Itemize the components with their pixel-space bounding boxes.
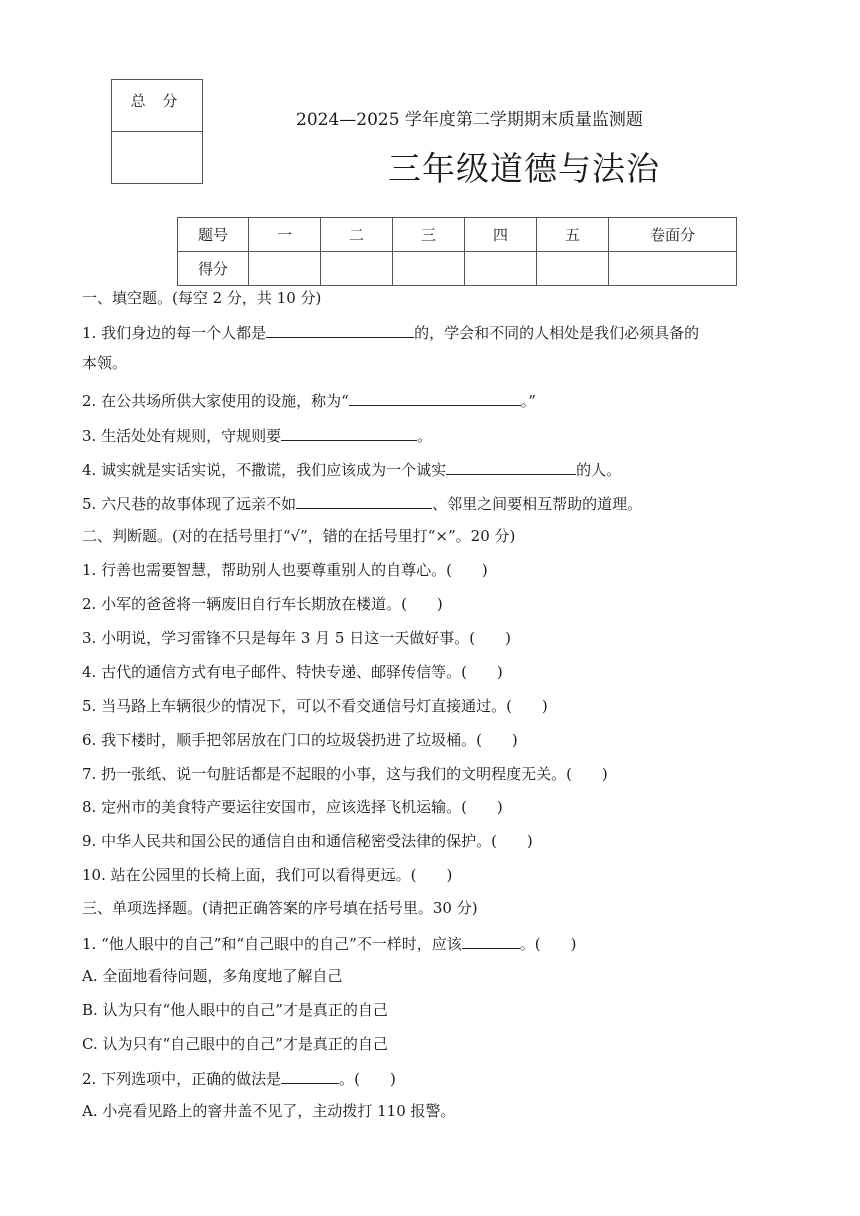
- judge-question: 5. 当马路上车辆很少的情况下，可以不看交通信号灯直接通过。( ): [82, 697, 548, 715]
- judge-question: 9. 中华人民共和国公民的通信自由和通信秘密受法律的保护。( ): [82, 832, 533, 850]
- subject-title: 三年级道德与法治: [388, 149, 660, 188]
- choice-option: C. 认为只有“自己眼中的自己”才是真正的自己: [82, 1035, 388, 1053]
- col-header-4: 四: [465, 218, 537, 252]
- score-table: [177, 217, 737, 286]
- judge-question: 10. 站在公园里的长椅上面，我们可以看得更远。( ): [82, 866, 453, 884]
- choice-option: B. 认为只有“他人眼中的自己”才是真正的自己: [82, 1001, 388, 1019]
- score-cell-3[interactable]: [393, 252, 465, 286]
- col-header-neatness: 卷面分: [609, 218, 737, 252]
- answer-blank[interactable]: [281, 424, 417, 441]
- fill-question-3: 3. 生活处处有规则，守规则要 。: [82, 424, 432, 446]
- exam-title: 2024—2025 学年度第二学期期末质量监测题: [296, 110, 643, 130]
- choice-option: A. 小亮看见路上的窨井盖不见了，主动拨打 110 报警。: [82, 1102, 456, 1120]
- total-score-label: 总 分: [112, 80, 203, 132]
- judge-question: 1. 行善也需要智慧，帮助别人也要尊重别人的自尊心。( ): [82, 561, 488, 579]
- fill-question-1: 1. 我们身边的每一个人都是 的，学会和不同的人相处是我们必须具备的: [82, 321, 699, 343]
- total-score-box: [111, 79, 203, 184]
- judge-question: 8. 定州市的美食特产要运往安国市，应该选择飞机运输。( ): [82, 798, 503, 816]
- score-cell-1[interactable]: [249, 252, 321, 286]
- answer-blank[interactable]: [446, 458, 576, 475]
- judge-question: 3. 小明说，学习雷锋不只是每年 3 月 5 日这一天做好事。( ): [82, 629, 511, 647]
- question-number-header: 题号: [178, 218, 249, 252]
- col-header-2: 二: [321, 218, 393, 252]
- choice-question-2: 2. 下列选项中，正确的做法是 。( ): [82, 1067, 396, 1089]
- judge-question: 7. 扔一张纸、说一句脏话都是不起眼的小事，这与我们的文明程度无关。( ): [82, 765, 608, 783]
- answer-blank[interactable]: [349, 389, 521, 406]
- answer-blank[interactable]: [281, 1067, 339, 1084]
- col-header-1: 一: [249, 218, 321, 252]
- score-row-label: 得分: [178, 252, 249, 286]
- score-cell-4[interactable]: [465, 252, 537, 286]
- total-score-value[interactable]: [112, 132, 203, 184]
- section1-heading: 一、填空题。(每空 2 分，共 10 分): [82, 289, 322, 307]
- judge-question: 6. 我下楼时，顺手把邻居放在门口的垃圾袋扔进了垃圾桶。( ): [82, 731, 518, 749]
- col-header-3: 三: [393, 218, 465, 252]
- score-cell-5[interactable]: [537, 252, 609, 286]
- fill-question-2: 2. 在公共场所供大家使用的设施，称为“ 。”: [82, 389, 536, 411]
- answer-blank[interactable]: [296, 492, 432, 509]
- score-cell-neatness[interactable]: [609, 252, 737, 286]
- section3-heading: 三、单项选择题。(请把正确答案的序号填在括号里。30 分): [82, 899, 478, 917]
- answer-blank[interactable]: [266, 321, 414, 338]
- fill-question-5: 5. 六尺巷的故事体现了远亲不如 、邻里之间要相互帮助的道理。: [82, 492, 642, 514]
- choice-question-1: 1. “他人眼中的自己”和“自己眼中的自己”不一样时，应该 。( ): [82, 932, 576, 954]
- judge-question: 4. 古代的通信方式有电子邮件、特快专递、邮驿传信等。( ): [82, 663, 503, 681]
- section2-heading: 二、判断题。(对的在括号里打“√”，错的在括号里打“×”。20 分): [82, 527, 516, 545]
- fill-question-1-continued: 本领。: [82, 354, 128, 372]
- col-header-5: 五: [537, 218, 609, 252]
- choice-option: A. 全面地看待问题，多角度地了解自己: [82, 967, 343, 985]
- fill-question-4: 4. 诚实就是实话实说，不撒谎，我们应该成为一个诚实 的人。: [82, 458, 621, 480]
- answer-blank[interactable]: [462, 932, 520, 949]
- score-cell-2[interactable]: [321, 252, 393, 286]
- judge-question: 2. 小军的爸爸将一辆废旧自行车长期放在楼道。( ): [82, 595, 443, 613]
